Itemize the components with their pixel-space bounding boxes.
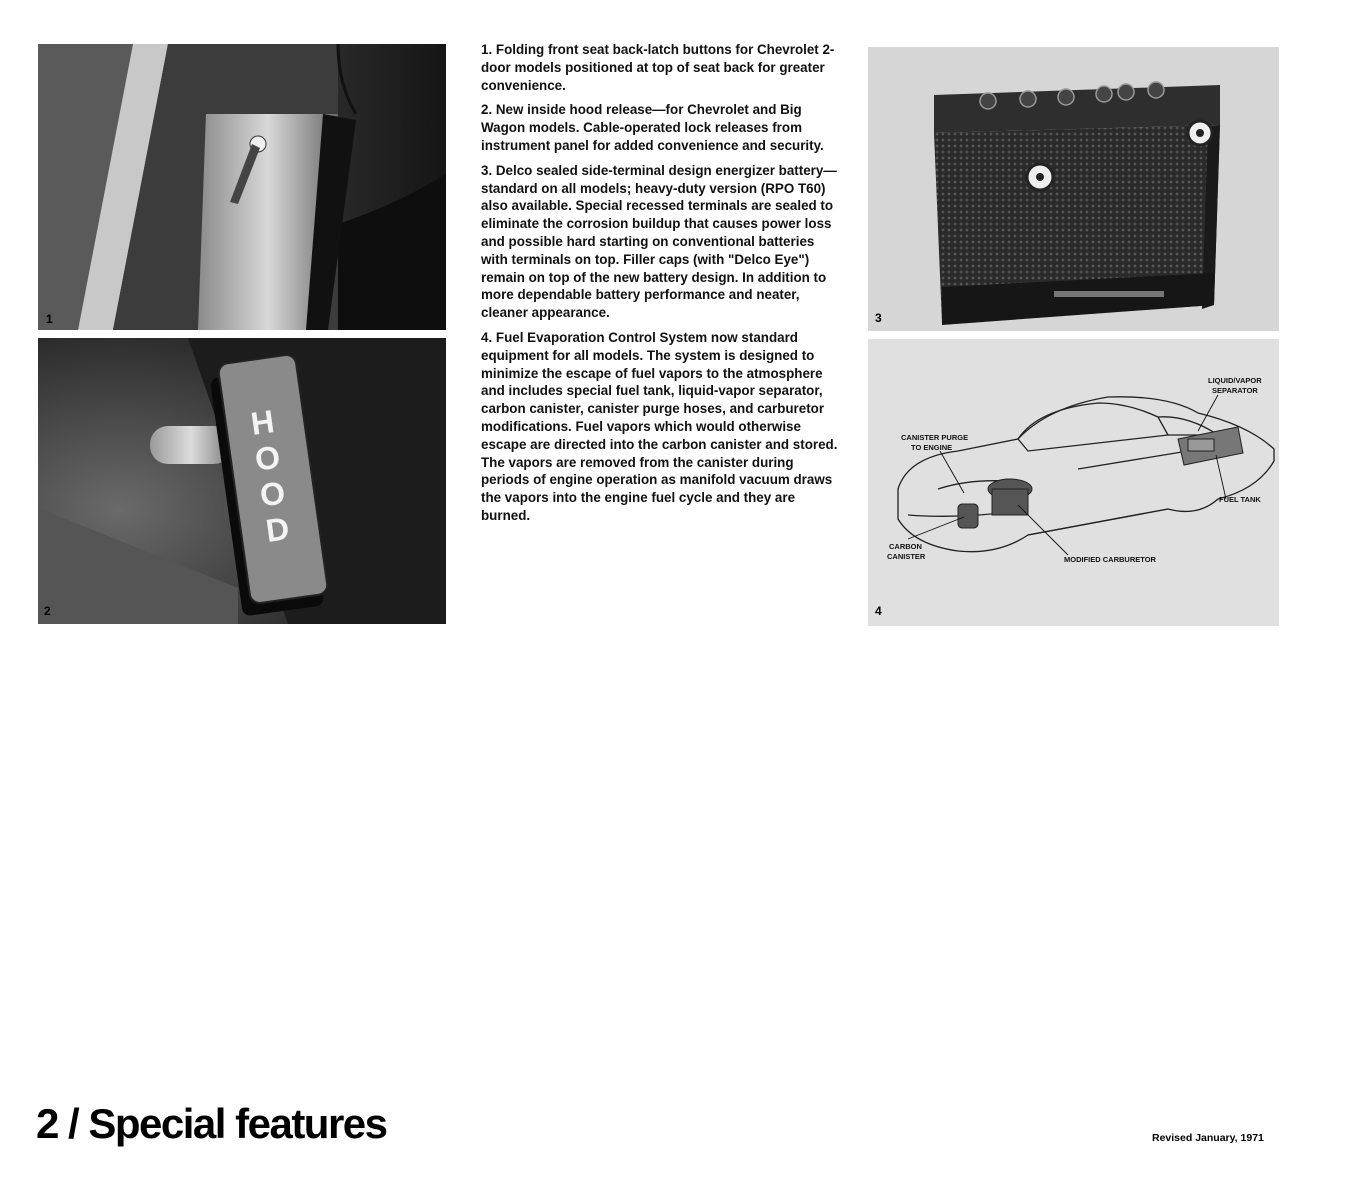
photo-fuel-evaporation-diagram: [868, 339, 1279, 626]
label-modified-carburetor: MODIFIED CARBURETOR: [1064, 555, 1156, 564]
photo-number: 1: [46, 312, 53, 326]
revision-date: Revised January, 1971: [1152, 1132, 1264, 1144]
feature-paragraph-1: 1. Folding front seat back-latch buttons for Chevrolet 2-door models positioned at top of seat back for greater convenience.: [481, 42, 835, 93]
photo-number: 4: [875, 604, 882, 618]
photo-sealed-battery: [868, 47, 1279, 331]
hood-knob-text: HOOD: [248, 403, 292, 549]
photo-number: 3: [875, 311, 882, 325]
feature-paragraph-4: 4. Fuel Evaporation Control System now standard equipment for all models. The system is designed to minimize the escape of fuel vapors to the atmosphere and includes special fuel tank, liquid-vapor separator, carbon canister, canister purge hoses, and carburetor modifications. Fuel vapors which would otherwise escape are directed into the carbon canister and stored. The vapors are removed from the canister during periods of engine operation as manifold vacuum draws the vapors into the engine fuel cycle and they are burned.: [481, 329, 838, 523]
label-fuel-tank: FUEL TANK: [1219, 495, 1261, 504]
page-title: 2 / Special features: [36, 1100, 387, 1147]
label-separator: SEPARATOR: [1212, 386, 1258, 395]
feature-paragraph-3: 3. Delco sealed side-terminal design energizer battery—standard on all models; heavy-duty version (RPO T60) also available. Special recessed terminals are sealed to eliminate the corrosion buildup that causes power loss and possible hard starting on conventional batteries with terminals on top. Filler caps (with "Delco Eye") remain on top of the new battery design. In addition to more dependable battery performance and neater, cleaner appearance.: [481, 162, 837, 321]
feature-descriptions: [481, 41, 841, 532]
feature-paragraph-2: 2. New inside hood release—for Chevrolet and Big Wagon models. Cable-operated lock releases from instrument panel for added convenience and security.: [481, 102, 824, 153]
photo-number: 2: [44, 604, 51, 618]
label-liquid-vapor: LIQUID/VAPOR: [1208, 376, 1262, 385]
label-canister-purge: CANISTER PURGE: [901, 433, 969, 442]
photo-hood-release: [38, 338, 446, 624]
label-to-engine: TO ENGINE: [911, 443, 953, 452]
photo-seat-back-latch: [38, 44, 446, 330]
label-carbon: CARBON: [889, 542, 922, 551]
label-canister: CANISTER: [887, 552, 926, 561]
